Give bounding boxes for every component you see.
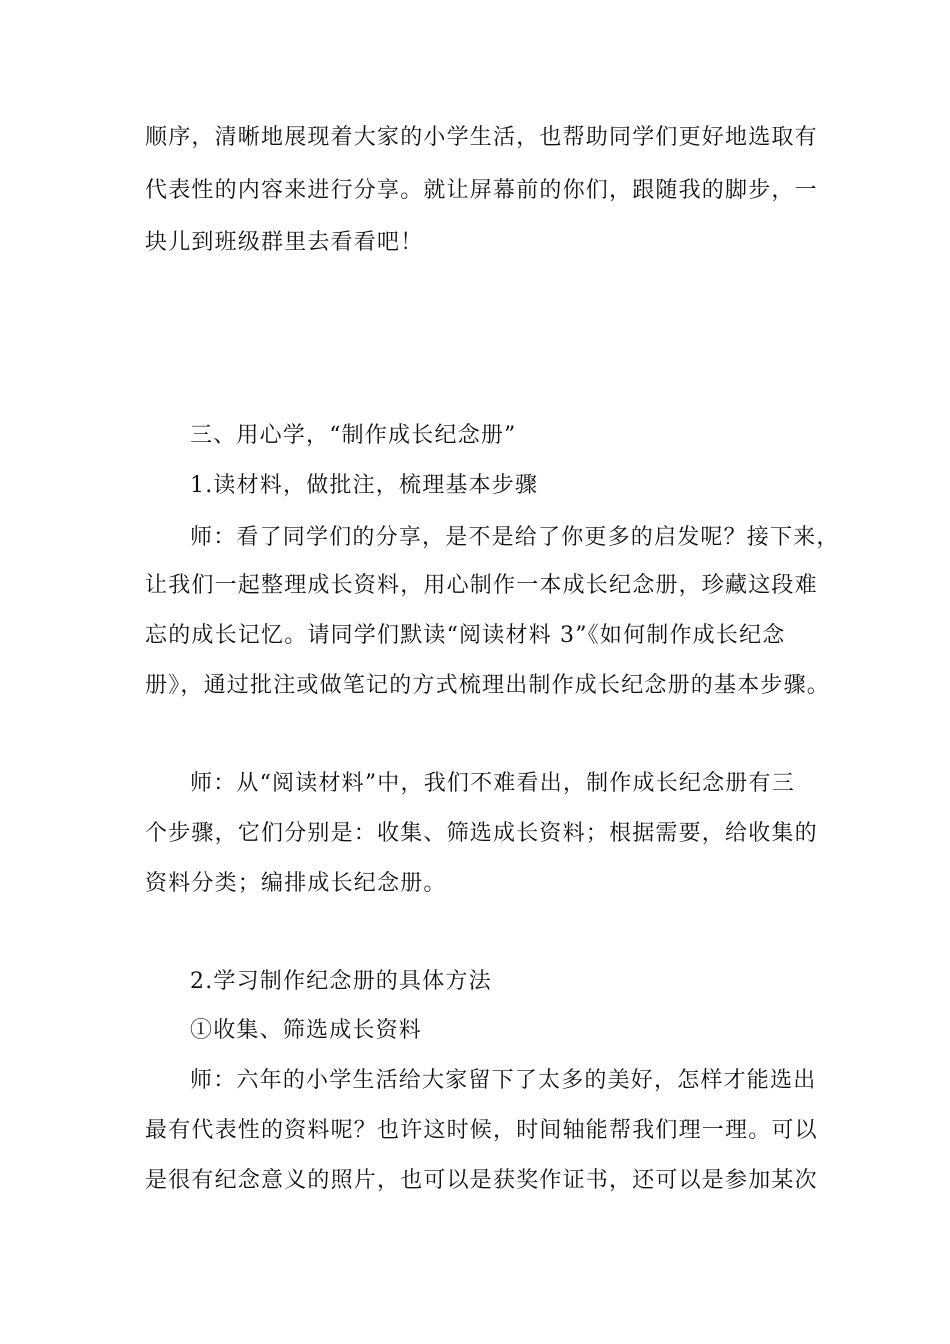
section-heading: 三、用心学，“制作成长纪念册” [190, 423, 517, 448]
text-line: 代表性的内容来进行分享。就让屏幕前的你们，跟随我的脚步，一 [145, 178, 818, 203]
text-line: 忘的成长记忆。请同学们默读“阅读材料 3”《如何制作成长纪念 [145, 623, 786, 648]
text-line: 块儿到班级群里去看看吧！ [145, 230, 424, 255]
subsection-heading: ①收集、筛选成长资料 [190, 1018, 423, 1043]
text-line: 个步骤，它们分别是：收集、筛选成长资料；根据需要，给收集的 [145, 821, 818, 846]
text-line: 顺序，清晰地展现着大家的小学生活，也帮助同学们更好地选取有 [145, 125, 818, 150]
text-line: 册》，通过批注或做笔记的方式梳理出制作成长纪念册的基本步骤。 [145, 673, 831, 698]
text-line: 师：六年的小学生活给大家留下了太多的美好，怎样才能选出 [190, 1068, 817, 1093]
subsection-heading: 2.学习制作纪念册的具体方法 [190, 969, 492, 994]
text-line: 资料分类；编排成长纪念册。 [145, 871, 447, 896]
text-line: 让我们一起整理成长资料，用心制作一本成长纪念册，珍藏这段难 [145, 573, 818, 598]
text-line: 是很有纪念意义的照片，也可以是获奖作证书，还可以是参加某次 [145, 1168, 818, 1193]
subsection-heading: 1.读材料，做批注，梳理基本步骤 [190, 473, 539, 498]
text-line: 最有代表性的资料呢？也许这时候，时间轴能帮我们理一理。可以 [145, 1118, 818, 1143]
text-line: 师：从“阅读材料”中，我们不难看出，制作成长纪念册有三 [190, 771, 795, 796]
text-line: 师：看了同学们的分享，是不是给了你更多的启发呢？接下来， [190, 525, 840, 550]
